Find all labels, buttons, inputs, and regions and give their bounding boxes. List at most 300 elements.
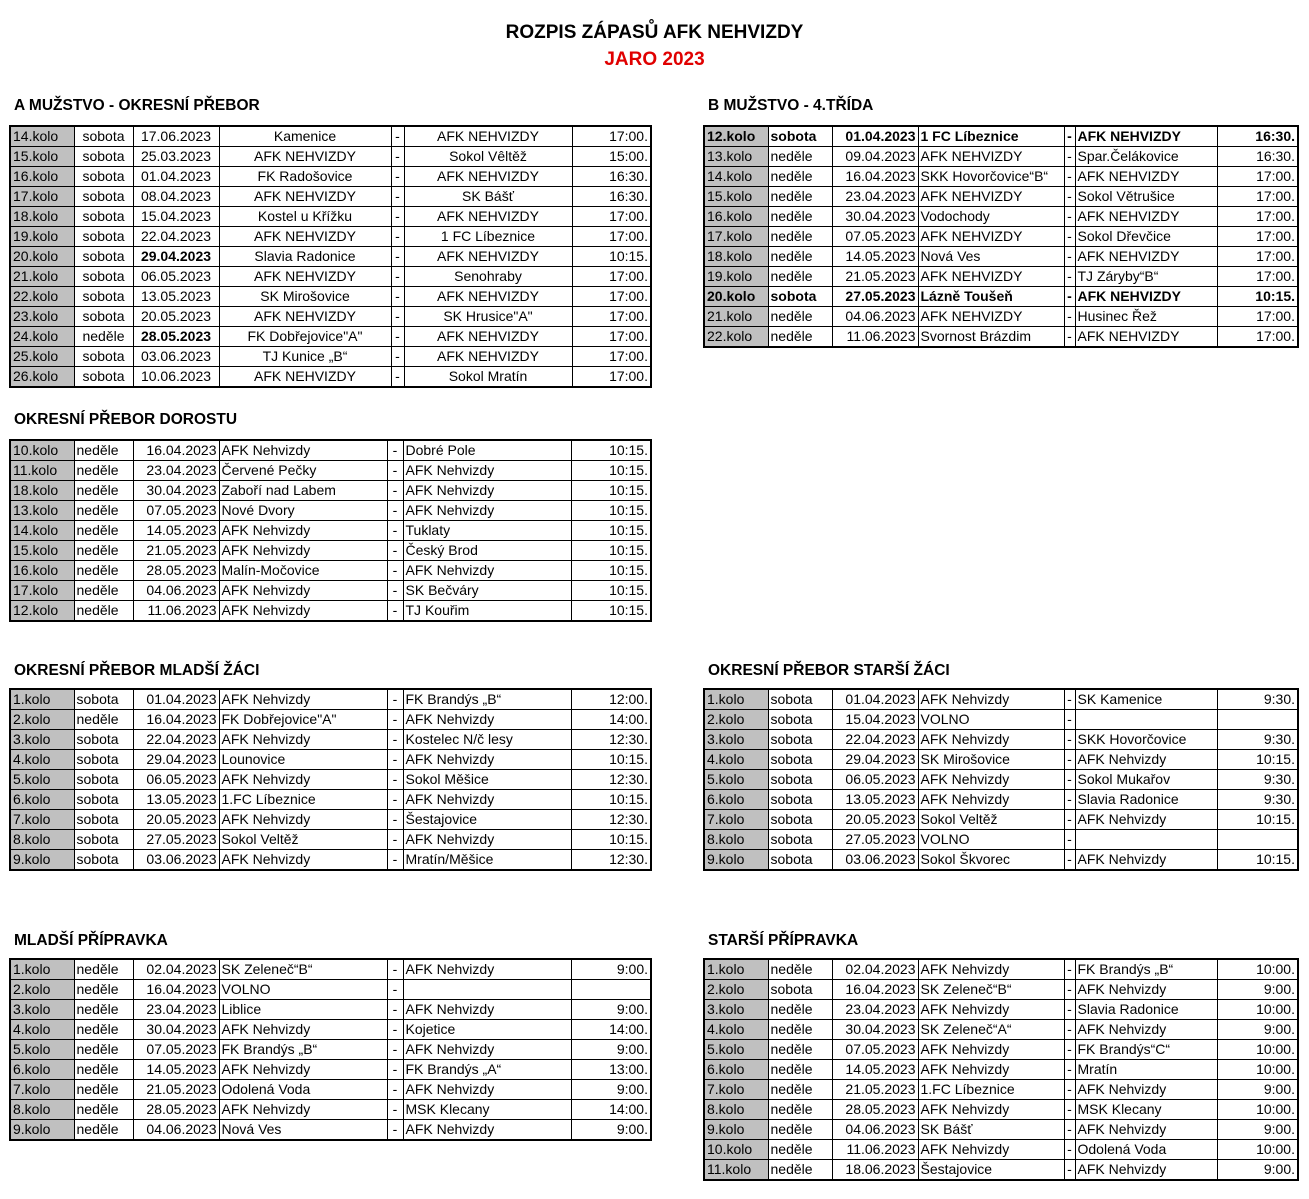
schedule-row <box>10 689 651 710</box>
schedule-row <box>10 980 651 1000</box>
day-cell: sobota <box>74 689 133 710</box>
separator-cell: - <box>1064 790 1075 810</box>
away-team-cell: 1 FC Líbeznice <box>404 227 572 247</box>
a-team-table <box>9 125 652 388</box>
date-cell: 27.05.2023 <box>832 830 918 850</box>
round-cell: 14.kolo <box>704 167 768 187</box>
kickoff-time-cell: 12:30. <box>571 770 651 790</box>
away-team-cell: AFK Nehvizdy <box>403 1080 571 1100</box>
date-cell: 01.04.2023 <box>832 126 918 147</box>
away-team-cell: AFK Nehvizdy <box>403 959 571 980</box>
kickoff-time-cell: 10:00. <box>1217 1040 1298 1060</box>
date-cell: 23.04.2023 <box>832 187 918 207</box>
round-cell: 8.kolo <box>10 830 74 850</box>
separator-cell: - <box>387 810 403 830</box>
schedule-row <box>704 147 1298 167</box>
separator-cell: - <box>391 187 404 207</box>
away-team-cell: AFK NEHVIZDY <box>1075 167 1217 187</box>
separator-cell: - <box>1064 247 1075 267</box>
home-team-cell: VOLNO <box>219 980 387 1000</box>
round-cell: 21.kolo <box>704 307 768 327</box>
day-cell: neděle <box>74 1020 133 1040</box>
day-cell: sobota <box>768 689 832 710</box>
round-cell: 5.kolo <box>704 1040 768 1060</box>
day-cell: neděle <box>74 710 133 730</box>
separator-cell: - <box>387 689 403 710</box>
schedule-row <box>10 247 651 267</box>
kickoff-time-cell: 10:15. <box>572 247 651 267</box>
away-team-cell: Sokol Mratín <box>404 367 572 388</box>
kickoff-time-cell: 12:30. <box>571 850 651 871</box>
home-team-cell: AFK Nehvizdy <box>219 440 387 461</box>
day-cell: sobota <box>74 750 133 770</box>
kickoff-time-cell: 9:30. <box>1217 790 1298 810</box>
schedule-row <box>704 1100 1298 1120</box>
away-team-cell: Spar.Čelákovice <box>1075 147 1217 167</box>
day-cell: sobota <box>74 147 133 167</box>
home-team-cell: AFK Nehvizdy <box>918 689 1064 710</box>
kickoff-time-cell: 10:15. <box>571 790 651 810</box>
starsi-pripravka-heading: STARŠÍ PŘÍPRAVKA <box>708 932 859 949</box>
away-team-cell: AFK Nehvizdy <box>1075 980 1217 1000</box>
separator-cell: - <box>387 1020 403 1040</box>
day-cell: neděle <box>74 980 133 1000</box>
kickoff-time-cell: 16:30. <box>1217 147 1298 167</box>
date-cell: 21.05.2023 <box>133 1080 219 1100</box>
date-cell: 07.05.2023 <box>133 501 219 521</box>
schedule-row <box>704 1040 1298 1060</box>
away-team-cell: AFK NEHVIZDY <box>1075 247 1217 267</box>
home-team-cell: FK Radošovice <box>219 167 391 187</box>
schedule-row <box>10 1060 651 1080</box>
round-cell: 5.kolo <box>10 770 74 790</box>
home-team-cell: VOLNO <box>918 830 1064 850</box>
away-team-cell: Sokol Vêltěž <box>404 147 572 167</box>
round-cell: 2.kolo <box>10 710 74 730</box>
schedule-row <box>10 601 651 622</box>
kickoff-time-cell: 16:30. <box>572 167 651 187</box>
mladsi-zaci-heading: OKRESNÍ PŘEBOR MLADŠÍ ŽÁCI <box>14 662 260 679</box>
separator-cell: - <box>387 581 403 601</box>
day-cell: neděle <box>74 581 133 601</box>
date-cell: 06.05.2023 <box>832 770 918 790</box>
away-team-cell: Odolená Voda <box>1075 1140 1217 1160</box>
schedule-row <box>704 959 1298 980</box>
round-cell: 7.kolo <box>10 1080 74 1100</box>
round-cell: 15.kolo <box>10 541 74 561</box>
separator-cell: - <box>1064 307 1075 327</box>
schedule-row <box>704 730 1298 750</box>
away-team-cell: AFK Nehvizdy <box>403 1040 571 1060</box>
schedule-row <box>704 1080 1298 1100</box>
separator-cell: - <box>1064 850 1075 871</box>
separator-cell: - <box>1064 267 1075 287</box>
round-cell: 11.kolo <box>704 1160 768 1181</box>
round-cell: 18.kolo <box>704 247 768 267</box>
separator-cell: - <box>1064 1060 1075 1080</box>
separator-cell: - <box>1064 1020 1075 1040</box>
away-team-cell: AFK Nehvizdy <box>1075 1160 1217 1181</box>
home-team-cell: Kostel u Křížku <box>219 207 391 227</box>
kickoff-time-cell: 9:00. <box>571 1000 651 1020</box>
away-team-cell: FK Brandýs „B“ <box>403 689 571 710</box>
schedule-row <box>704 267 1298 287</box>
kickoff-time-cell: 9:00. <box>1217 1160 1298 1181</box>
separator-cell: - <box>1064 1140 1075 1160</box>
date-cell: 22.04.2023 <box>133 227 219 247</box>
separator-cell: - <box>391 147 404 167</box>
separator-cell: - <box>387 440 403 461</box>
schedule-row <box>10 750 651 770</box>
day-cell: neděle <box>74 440 133 461</box>
kickoff-time-cell: 14:00. <box>571 1020 651 1040</box>
round-cell: 4.kolo <box>10 750 74 770</box>
home-team-cell: AFK Nehvizdy <box>219 1020 387 1040</box>
day-cell: sobota <box>768 830 832 850</box>
kickoff-time-cell: 14:00. <box>571 1100 651 1120</box>
away-team-cell: Slavia Radonice <box>1075 790 1217 810</box>
day-cell: sobota <box>768 126 832 147</box>
separator-cell: - <box>387 461 403 481</box>
kickoff-time-cell: 12:30. <box>571 810 651 830</box>
date-cell: 28.05.2023 <box>133 561 219 581</box>
date-cell: 11.06.2023 <box>832 327 918 348</box>
away-team-cell: Sokol Mukařov <box>1075 770 1217 790</box>
separator-cell: - <box>1064 147 1075 167</box>
date-cell: 13.05.2023 <box>133 790 219 810</box>
home-team-cell: Odolená Voda <box>219 1080 387 1100</box>
home-team-cell: SKK Hovorčovice“B“ <box>918 167 1064 187</box>
round-cell: 8.kolo <box>704 830 768 850</box>
round-cell: 2.kolo <box>704 980 768 1000</box>
kickoff-time-cell: 14:00. <box>571 710 651 730</box>
schedule-row <box>704 327 1298 348</box>
home-team-cell: FK Brandýs „B“ <box>219 1040 387 1060</box>
day-cell: neděle <box>768 1000 832 1020</box>
away-team-cell: AFK NEHVIZDY <box>404 207 572 227</box>
separator-cell: - <box>391 307 404 327</box>
kickoff-time-cell: 12:30. <box>571 730 651 750</box>
separator-cell: - <box>1064 830 1075 850</box>
schedule-row <box>10 830 651 850</box>
home-team-cell: AFK Nehvizdy <box>219 541 387 561</box>
home-team-cell: AFK NEHVIZDY <box>918 307 1064 327</box>
separator-cell: - <box>1064 750 1075 770</box>
round-cell: 3.kolo <box>10 730 74 750</box>
day-cell: sobota <box>74 830 133 850</box>
kickoff-time-cell: 9:00. <box>1217 980 1298 1000</box>
day-cell: neděle <box>768 267 832 287</box>
schedule-row <box>704 1020 1298 1040</box>
home-team-cell: Červené Pečky <box>219 461 387 481</box>
date-cell: 16.04.2023 <box>133 710 219 730</box>
home-team-cell: SK Mirošovice <box>918 750 1064 770</box>
day-cell: neděle <box>74 327 133 347</box>
separator-cell: - <box>387 850 403 871</box>
schedule-row <box>704 790 1298 810</box>
kickoff-time-cell: 10:15. <box>1217 810 1298 830</box>
home-team-cell: AFK Nehvizdy <box>219 601 387 622</box>
date-cell: 27.05.2023 <box>832 287 918 307</box>
starsi-zaci-heading: OKRESNÍ PŘEBOR STARŠÍ ŽÁCI <box>708 662 950 679</box>
separator-cell: - <box>391 327 404 347</box>
separator-cell: - <box>1064 810 1075 830</box>
separator-cell: - <box>387 1120 403 1141</box>
round-cell: 9.kolo <box>10 1120 74 1141</box>
away-team-cell: SK Kamenice <box>1075 689 1217 710</box>
schedule-row <box>10 1080 651 1100</box>
separator-cell: - <box>387 959 403 980</box>
kickoff-time-cell: 10:15. <box>571 750 651 770</box>
kickoff-time-cell: 10:15. <box>571 521 651 541</box>
schedule-row <box>704 287 1298 307</box>
round-cell: 9.kolo <box>10 850 74 871</box>
round-cell: 14.kolo <box>10 521 74 541</box>
date-cell: 23.04.2023 <box>133 461 219 481</box>
schedule-row <box>10 187 651 207</box>
date-cell: 29.04.2023 <box>832 750 918 770</box>
round-cell: 13.kolo <box>10 501 74 521</box>
away-team-cell: AFK Nehvizdy <box>403 1000 571 1020</box>
away-team-cell <box>1075 710 1217 730</box>
home-team-cell: Šestajovice <box>918 1160 1064 1181</box>
date-cell: 06.05.2023 <box>133 267 219 287</box>
kickoff-time-cell: 9:00. <box>571 1040 651 1060</box>
kickoff-time-cell: 9:30. <box>1217 689 1298 710</box>
round-cell: 3.kolo <box>10 1000 74 1020</box>
day-cell: neděle <box>74 561 133 581</box>
kickoff-time-cell: 10:00. <box>1217 1100 1298 1120</box>
date-cell: 21.05.2023 <box>133 541 219 561</box>
away-team-cell: AFK NEHVIZDY <box>404 287 572 307</box>
home-team-cell: SK Mirošovice <box>219 287 391 307</box>
away-team-cell: MSK Klecany <box>403 1100 571 1120</box>
date-cell: 20.05.2023 <box>133 307 219 327</box>
home-team-cell: Sokol Veltěž <box>219 830 387 850</box>
home-team-cell: Nová Ves <box>219 1120 387 1141</box>
day-cell: neděle <box>768 1020 832 1040</box>
separator-cell: - <box>387 980 403 1000</box>
separator-cell: - <box>387 770 403 790</box>
separator-cell: - <box>387 1040 403 1060</box>
kickoff-time-cell: 17:00. <box>572 267 651 287</box>
away-team-cell: Slavia Radonice <box>1075 1000 1217 1020</box>
separator-cell: - <box>387 830 403 850</box>
date-cell: 21.05.2023 <box>832 1080 918 1100</box>
date-cell: 13.05.2023 <box>832 790 918 810</box>
separator-cell: - <box>1064 1000 1075 1020</box>
separator-cell: - <box>387 1060 403 1080</box>
date-cell: 25.03.2023 <box>133 147 219 167</box>
date-cell: 11.06.2023 <box>133 601 219 622</box>
home-team-cell: AFK NEHVIZDY <box>219 367 391 388</box>
schedule-row <box>704 1140 1298 1160</box>
schedule-row <box>704 207 1298 227</box>
home-team-cell: AFK NEHVIZDY <box>219 147 391 167</box>
away-team-cell: Mratín <box>1075 1060 1217 1080</box>
away-team-cell: AFK NEHVIZDY <box>404 167 572 187</box>
home-team-cell: AFK NEHVIZDY <box>918 187 1064 207</box>
schedule-row <box>10 959 651 980</box>
away-team-cell: TJ Kouřim <box>403 601 571 622</box>
separator-cell: - <box>391 267 404 287</box>
date-cell: 09.04.2023 <box>832 147 918 167</box>
round-cell: 17.kolo <box>10 187 74 207</box>
day-cell: neděle <box>768 1160 832 1181</box>
round-cell: 4.kolo <box>10 1020 74 1040</box>
kickoff-time-cell: 17:00. <box>572 307 651 327</box>
schedule-row <box>10 710 651 730</box>
home-team-cell: AFK NEHVIZDY <box>219 267 391 287</box>
day-cell: sobota <box>74 850 133 871</box>
home-team-cell: AFK Nehvizdy <box>918 1100 1064 1120</box>
kickoff-time-cell: 9:30. <box>1217 730 1298 750</box>
schedule-row <box>10 1040 651 1060</box>
date-cell: 21.05.2023 <box>832 267 918 287</box>
kickoff-time-cell: 17:00. <box>572 227 651 247</box>
kickoff-time-cell: 10:15. <box>571 581 651 601</box>
away-team-cell: Kojetice <box>403 1020 571 1040</box>
schedule-row <box>704 710 1298 730</box>
home-team-cell: 1 FC Líbeznice <box>918 126 1064 147</box>
kickoff-time-cell: 17:00. <box>572 327 651 347</box>
separator-cell: - <box>1064 1120 1075 1140</box>
round-cell: 16.kolo <box>10 561 74 581</box>
round-cell: 1.kolo <box>704 959 768 980</box>
date-cell: 30.04.2023 <box>133 1020 219 1040</box>
day-cell: sobota <box>74 207 133 227</box>
day-cell: neděle <box>768 187 832 207</box>
day-cell: neděle <box>74 959 133 980</box>
day-cell: sobota <box>74 810 133 830</box>
home-team-cell: AFK NEHVIZDY <box>918 147 1064 167</box>
date-cell: 30.04.2023 <box>832 1020 918 1040</box>
schedule-row <box>10 810 651 830</box>
home-team-cell: FK Dobřejovice"A" <box>219 327 391 347</box>
kickoff-time-cell: 10:15. <box>571 501 651 521</box>
home-team-cell: Sokol Veltěž <box>918 810 1064 830</box>
round-cell: 24.kolo <box>10 327 74 347</box>
home-team-cell: AFK Nehvizdy <box>918 730 1064 750</box>
round-cell: 21.kolo <box>10 267 74 287</box>
schedule-row <box>704 1060 1298 1080</box>
separator-cell: - <box>391 347 404 367</box>
schedule-row <box>10 501 651 521</box>
schedule-row <box>10 730 651 750</box>
schedule-row <box>704 830 1298 850</box>
day-cell: sobota <box>768 810 832 830</box>
home-team-cell: AFK Nehvizdy <box>918 1140 1064 1160</box>
kickoff-time-cell <box>1217 710 1298 730</box>
away-team-cell: AFK NEHVIZDY <box>1075 327 1217 348</box>
schedule-row <box>10 770 651 790</box>
home-team-cell: AFK NEHVIZDY <box>219 187 391 207</box>
home-team-cell: AFK Nehvizdy <box>918 1060 1064 1080</box>
kickoff-time-cell: 9:00. <box>1217 1020 1298 1040</box>
separator-cell: - <box>387 541 403 561</box>
day-cell: sobota <box>768 770 832 790</box>
date-cell: 20.05.2023 <box>832 810 918 830</box>
separator-cell: - <box>1064 1100 1075 1120</box>
day-cell: neděle <box>768 1100 832 1120</box>
schedule-row <box>704 980 1298 1000</box>
round-cell: 10.kolo <box>704 1140 768 1160</box>
day-cell: neděle <box>74 1120 133 1141</box>
date-cell: 23.04.2023 <box>832 1000 918 1020</box>
home-team-cell: AFK NEHVIZDY <box>918 267 1064 287</box>
separator-cell: - <box>1064 126 1075 147</box>
date-cell: 30.04.2023 <box>133 481 219 501</box>
day-cell: neděle <box>768 1040 832 1060</box>
date-cell: 01.04.2023 <box>133 167 219 187</box>
schedule-row <box>10 267 651 287</box>
round-cell: 1.kolo <box>704 689 768 710</box>
schedule-row <box>10 207 651 227</box>
date-cell: 18.06.2023 <box>832 1160 918 1181</box>
day-cell: neděle <box>768 147 832 167</box>
date-cell: 17.06.2023 <box>133 126 219 147</box>
date-cell: 28.05.2023 <box>133 1100 219 1120</box>
home-team-cell: AFK NEHVIZDY <box>219 227 391 247</box>
day-cell: neděle <box>768 1140 832 1160</box>
kickoff-time-cell: 15:00. <box>572 147 651 167</box>
away-team-cell: SK Hrusice"A" <box>404 307 572 327</box>
b-team-table <box>703 125 1299 348</box>
away-team-cell: Senohraby <box>404 267 572 287</box>
day-cell: sobota <box>74 287 133 307</box>
kickoff-time-cell: 10:15. <box>571 561 651 581</box>
schedule-row <box>10 1000 651 1020</box>
round-cell: 22.kolo <box>704 327 768 348</box>
round-cell: 9.kolo <box>704 1120 768 1140</box>
separator-cell: - <box>1064 730 1075 750</box>
round-cell: 6.kolo <box>10 790 74 810</box>
separator-cell: - <box>391 247 404 267</box>
round-cell: 22.kolo <box>10 287 74 307</box>
home-team-cell: AFK Nehvizdy <box>918 959 1064 980</box>
round-cell: 19.kolo <box>704 267 768 287</box>
separator-cell: - <box>1064 227 1075 247</box>
date-cell: 27.05.2023 <box>133 830 219 850</box>
round-cell: 6.kolo <box>704 1060 768 1080</box>
date-cell: 08.04.2023 <box>133 187 219 207</box>
date-cell: 14.05.2023 <box>133 521 219 541</box>
round-cell: 6.kolo <box>704 790 768 810</box>
kickoff-time-cell: 17:00. <box>572 207 651 227</box>
away-team-cell: AFK Nehvizdy <box>403 481 571 501</box>
day-cell: neděle <box>74 601 133 622</box>
away-team-cell: AFK NEHVIZDY <box>404 327 572 347</box>
away-team-cell: SKK Hovorčovice <box>1075 730 1217 750</box>
home-team-cell: Slavia Radonice <box>219 247 391 267</box>
away-team-cell: Sokol Dřevčice <box>1075 227 1217 247</box>
date-cell: 28.05.2023 <box>133 327 219 347</box>
kickoff-time-cell: 17:00. <box>572 347 651 367</box>
date-cell: 07.05.2023 <box>832 227 918 247</box>
schedule-row <box>10 307 651 327</box>
schedule-row <box>704 750 1298 770</box>
round-cell: 8.kolo <box>10 1100 74 1120</box>
away-team-cell: MSK Klecany <box>1075 1100 1217 1120</box>
kickoff-time-cell: 10:15. <box>1217 287 1298 307</box>
round-cell: 26.kolo <box>10 367 74 388</box>
away-team-cell: AFK Nehvizdy <box>403 790 571 810</box>
day-cell: neděle <box>74 1060 133 1080</box>
round-cell: 6.kolo <box>10 1060 74 1080</box>
round-cell: 12.kolo <box>10 601 74 622</box>
away-team-cell: AFK NEHVIZDY <box>404 347 572 367</box>
date-cell: 14.05.2023 <box>133 1060 219 1080</box>
